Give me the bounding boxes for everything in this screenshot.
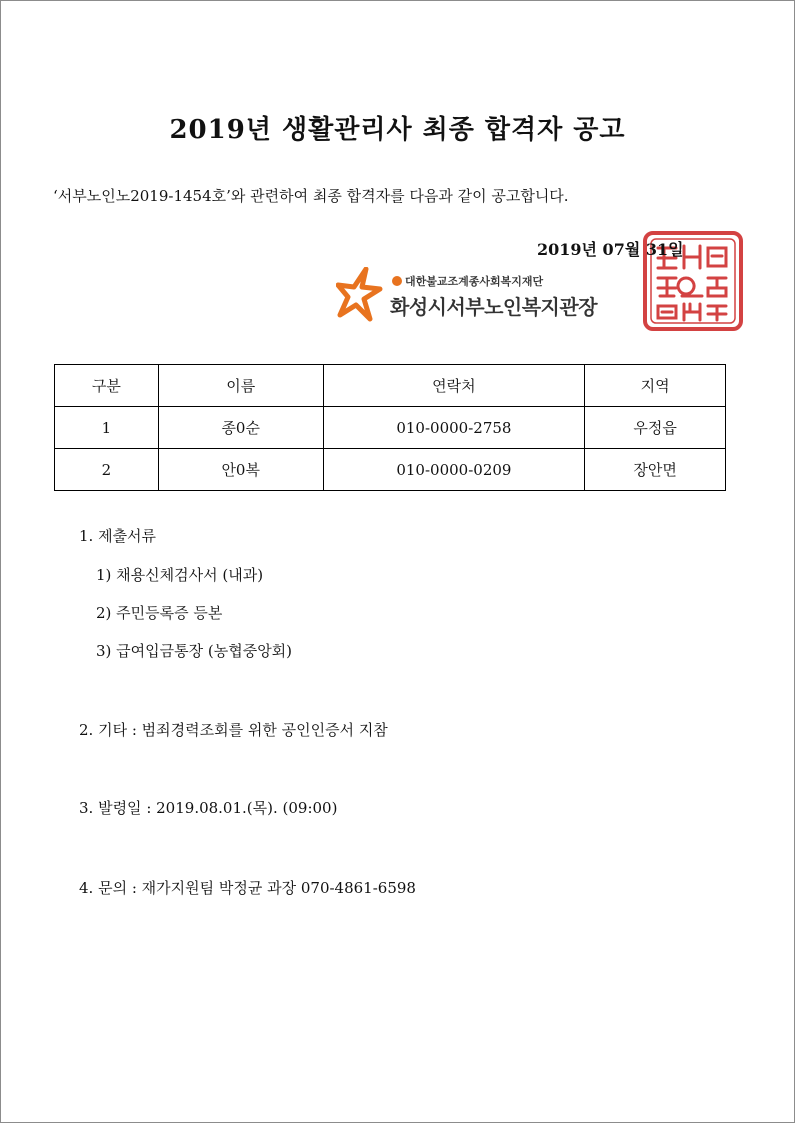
intro-text: ‘서부노인노2019-1454호’와 관련하여 최종 합격자를 다음과 같이 공고합니다.: [53, 187, 569, 205]
cell-number: 1: [55, 407, 159, 449]
document-item: 3) 급여입금통장 (농협중앙회): [96, 642, 293, 660]
document-item: 1) 채용신체검사서 (내과): [96, 566, 264, 584]
table-row: [55, 449, 726, 491]
notice-date: 2019년 07월 31일: [537, 240, 684, 259]
logo-dot-icon: [392, 276, 402, 286]
header-category: 구분: [55, 365, 159, 407]
documents-heading: 1. 제출서류: [79, 527, 157, 545]
cell-name: 종0순: [158, 407, 323, 449]
header-region: 지역: [585, 365, 726, 407]
successful-candidates-table: [54, 364, 726, 491]
table-header-row: [55, 365, 726, 407]
header-contact: 연락처: [323, 365, 585, 407]
organization-logo: [334, 265, 634, 325]
contact-info: 4. 문의 : 재가지원팀 박정균 과장 070-4861-6598: [79, 879, 416, 897]
document-item: 2) 주민등록증 등본: [96, 604, 223, 622]
page-title: 2019년 생활관리사 최종 합격자 공고: [169, 115, 626, 145]
table-row: [55, 407, 726, 449]
logo-star-icon: [336, 267, 384, 323]
cell-name: 안0복: [158, 449, 323, 491]
cell-region: 장안면: [585, 449, 726, 491]
logo-parent-text: 대한불교조계종사회복지재단: [405, 275, 544, 288]
cell-number: 2: [55, 449, 159, 491]
cell-phone: 010-0000-0209: [323, 449, 585, 491]
etc-note: 2. 기타 : 범죄경력조회를 위한 공인인증서 지참: [79, 721, 388, 739]
logo-org-name: 화성시서부노인복지관장: [390, 295, 598, 319]
cell-phone: 010-0000-2758: [323, 407, 585, 449]
logo-parent-org: [392, 273, 543, 289]
header-name: 이름: [158, 365, 323, 407]
cell-region: 우정읍: [585, 407, 726, 449]
appointment-date: 3. 발령일 : 2019.08.01.(목). (09:00): [79, 799, 338, 817]
